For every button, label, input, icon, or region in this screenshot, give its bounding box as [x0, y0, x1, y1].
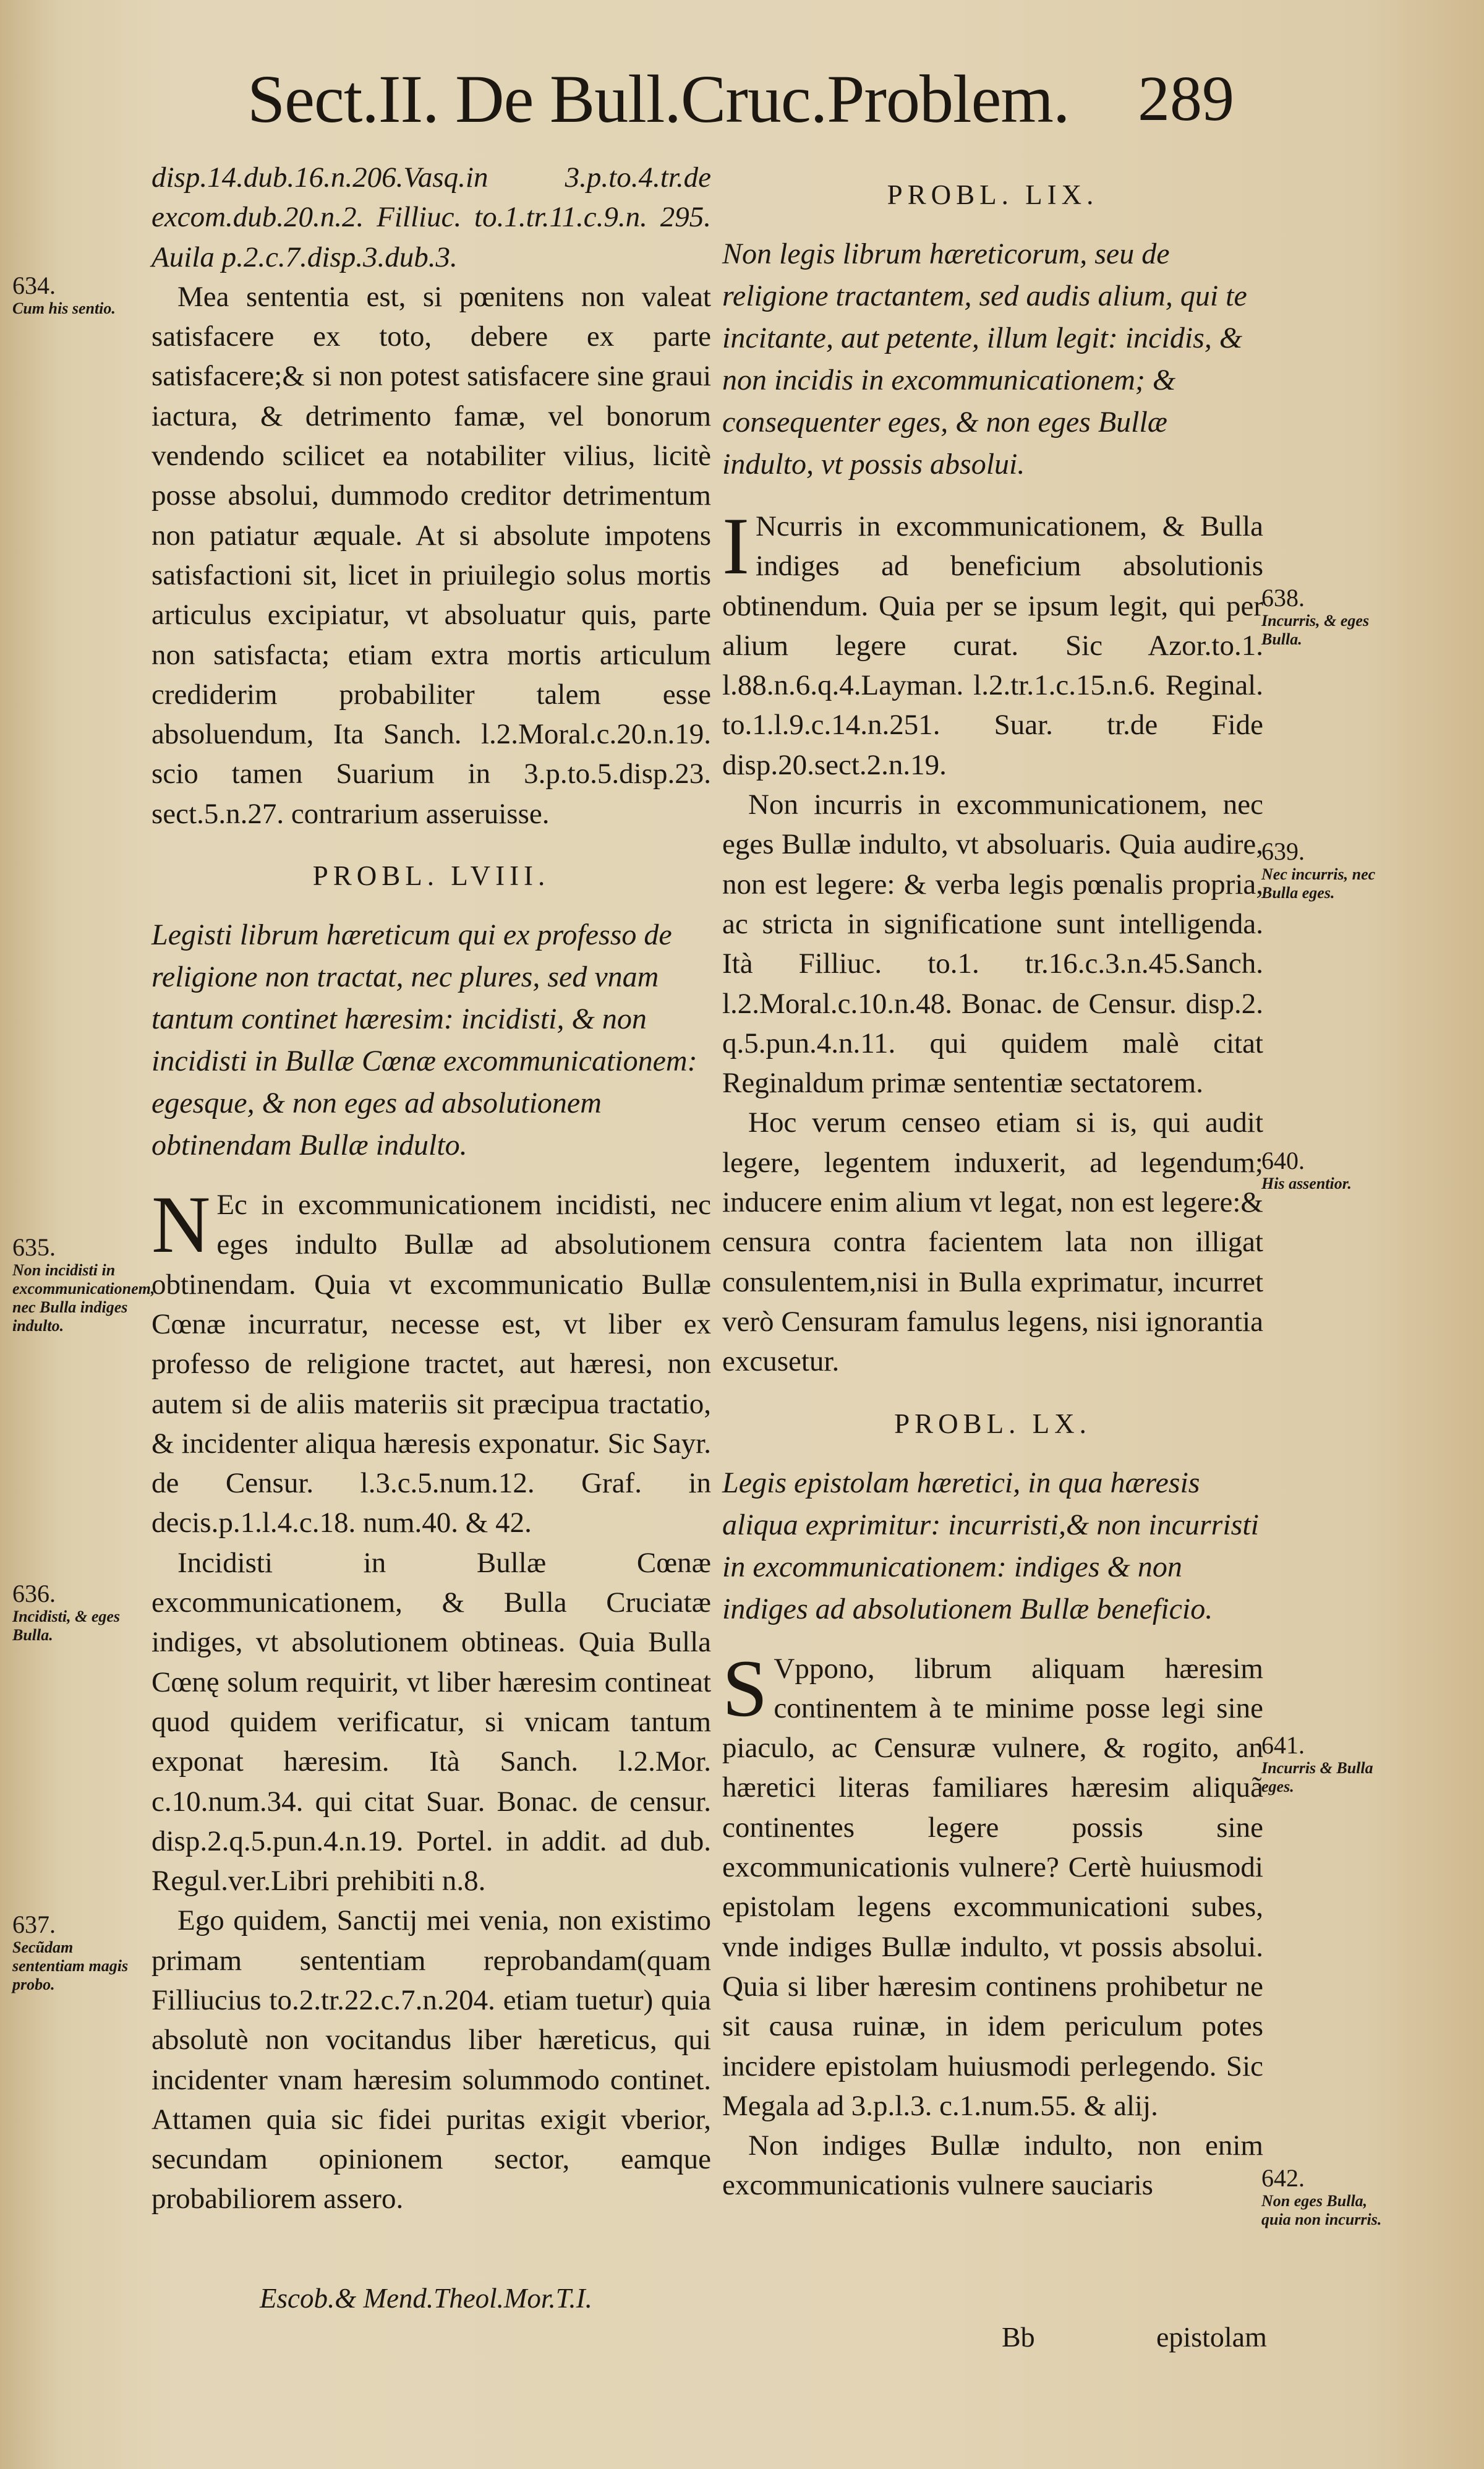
paragraph-641-block	[722, 1642, 1263, 2126]
running-signature: Escob.& Mend.Theol.Mor.T.I.	[260, 2283, 592, 2314]
margin-text: Non incidisti in excommunicationem, nec Bulla indiges indulto.	[12, 1261, 155, 1335]
paragraph-639: Non incurris in excommunicationem, nec eges Bullæ indulto, vt absoluaris. Quia audire, non est legere: & verba legis pœnalis propria, ac stricta in significatione sunt intelligenda. Ità Filliuc. to.1. tr.16.c.3.n.45.Sanch. l.2.Moral.c.10.n.48. Bonac. de Censur. disp.2. q.5.pun.4.n.11. qui quidem malè citat Reginaldum primæ sententiæ sectatorem.	[722, 789, 1263, 1100]
page-number: 289	[1138, 63, 1234, 134]
margin-number: 637.	[12, 1911, 56, 1938]
margin-text: Incurris & Bulla eges.	[1261, 1759, 1373, 1795]
margin-note-641	[1261, 1732, 1385, 1796]
problem-59-statement: Non legis librum hæreticorum, seu de religione tractantem, sed audis alium, qui te incitante, aut petente, illum legit: incidis, & non incidis in excommunicationem; & consequenter eges, & non eges Bullæ indulto, vt possis absolui.	[722, 237, 1247, 481]
problem-59-title: PROBL. LIX.	[887, 179, 1099, 210]
margin-number: 642.	[1261, 2164, 1305, 2192]
margin-number: 639.	[1261, 837, 1305, 865]
margin-text: Nec incurris, nec Bulla eges.	[1261, 865, 1376, 902]
margin-note-636	[12, 1580, 130, 1645]
margin-note-640	[1261, 1147, 1385, 1193]
paragraph-634: Mea sententia est, si pœnitens non valeat satisfacere ex toto, debere ex parte satisfacere;& si non potest satisfacere sine graui iactura, & detrimento famæ, vel bonorum vendendo scilicet ea notabiliter vilius, licitè posse absolui, dummodo creditor detrimentum non patiatur æquale. At si absolute impotens satisfactioni sit, licet in priuilegio solus mortis articulus excipiatur, vt absoluatur quis, parte non satisfacta; etiam extra mortis articulum crediderim probabiliter talem esse absoluendum, Ita Sanch. l.2.Moral.c.20.n.19. scio tamen Suarium in 3.p.to.5.disp.23. sect.5.n.27. contrarium asseruisse.	[151, 280, 711, 830]
drop-cap-641: S	[722, 1642, 768, 1734]
signature-mark: Bb	[1002, 2321, 1035, 2353]
problem-58-statement: Legisti librum hæreticum qui ex professo de religione non tractat, nec plures, sed vnam tantum continet hæresim: incidisti, & non incidisti in Bullæ Cœnæ excommunicationem: egesque, & non eges ad absolutionem obtinendam Bullæ indulto.	[151, 918, 697, 1162]
running-title: Sect.II. De Bull.Cruc.Problem.	[247, 61, 1070, 137]
drop-cap-635: N	[151, 1179, 211, 1270]
paragraph-638-block	[722, 500, 1263, 785]
margin-note-642	[1261, 2165, 1385, 2229]
right-column	[722, 158, 1263, 2206]
paragraph-636: Incidisti in Bullæ Cœnæ excommunicationem, & Bulla Cruciatæ indiges, vt absolutionem obtineas. Quia Bulla Cœnę solum requirit, vt liber hæresim contineat quod quidem verificatur, si vnicam tantum exponat hæresim. Ità Sanch. l.2.Mor. c.10.num.34. qui citat Suar. Bonac. de censur. disp.2.q.5.pun.4.n.19. Portel. in addit. ad dub. Regul.ver.Libri prehibiti n.8.	[151, 1546, 711, 1898]
paragraph-640: Hoc verum censeo etiam si is, qui audit legere, legentem induxerit, ad legendum; inducere enim alium vt legat, non est legere:& censura contra facientem lata non illigat consulentem,nisi in Bulla exprimatur, incurret verò Censuram famulus legens, nisi ignorantia excusetur.	[722, 1106, 1263, 1378]
paragraph-642: Non indiges Bullæ indulto, non enim excommunicationis vulnere sauciaris	[722, 2129, 1263, 2202]
margin-text: Non eges Bulla, quia non incurris.	[1261, 2192, 1382, 2228]
margin-text: Secũdam sententiam magis probo.	[12, 1938, 129, 1993]
margin-number: 635.	[12, 1233, 56, 1261]
left-column	[151, 158, 711, 2219]
margin-text: His assentior.	[1261, 1175, 1352, 1192]
drop-cap-638: I	[722, 500, 749, 591]
margin-note-638	[1261, 584, 1385, 649]
opening-references: disp.14.dub.16.n.206.Vasq.in 3.p.to.4.tr.de excom.dub.20.n.2. Filliuc. to.1.tr.11.c.9.n. 295. Auila p.2.c.7.disp.3.dub.3.	[151, 161, 711, 273]
margin-text: Incidisti, & eges Bulla.	[12, 1607, 121, 1644]
margin-note-634	[12, 272, 130, 318]
margin-note-639	[1261, 838, 1385, 902]
margin-number: 641.	[1261, 1731, 1305, 1759]
paragraph-641: Vppono, librum aliquam hæresim continentem à te minime posse legi sine piaculo, ac Censuræ vulnere, & rogito, an hæretici literas familiares hæresim aliquã continentes legere possis sine excommunicationis vulnere? Certè huiusmodi epistolam legens excommunicationi subes, vnde indiges Bullæ indulto, vt possis absolui. Quia si liber hæresim continens prohibetur ne sit causa ruinæ, in idem periculum potes incidere epistolam huiusmodi perlegendo. Sic Megala ad 3.p.l.3. c.1.num.55. & alij.	[722, 1652, 1263, 2122]
margin-number: 636.	[12, 1580, 56, 1607]
margin-note-637	[12, 1911, 130, 1994]
margin-text: Incurris, & eges Bulla.	[1261, 612, 1370, 648]
paragraph-635-block	[151, 1179, 711, 1543]
margin-number: 640.	[1261, 1147, 1305, 1175]
paragraph-635: Ec in excommunicationem incidisti, nec eges indulto Bullæ ad absolutionem obtinendam. Quia vt excommunicatio Bullæ Cœnæ incurratur, necesse est, vt liber ex professo de religione tractet, aut hæresi, non autem si de aliis materiis sit præcipua tractatio, & incidenter aliqua hæresis exponatur. Sic Sayr. de Censur. l.3.c.5.num.12. Graf. in decis.p.1.l.4.c.18. num.40. & 42.	[151, 1189, 711, 1539]
page-header	[247, 62, 1268, 136]
margin-note-635	[12, 1233, 155, 1335]
margin-number: 638.	[1261, 584, 1305, 612]
paragraph-637: Ego quidem, Sanctij mei venia, non existimo primam sententiam reprobandam(quam Filliucius to.2.tr.22.c.7.n.204. etiam tuetur) quia absolutè non vocitandus liber hæreticus, qui incidenter vnam hæresim solummodo continet. Attamen quia sic fidei puritas exigit vberior, secundam opinionem sector, eamque probabiliorem assero.	[151, 1904, 711, 2215]
margin-text: Cum his sentio.	[12, 299, 116, 317]
problem-60-title: PROBL. LX.	[894, 1408, 1091, 1439]
catchword: epistolam	[1156, 2321, 1267, 2353]
problem-58-title: PROBL. LVIII.	[312, 860, 550, 892]
problem-60-statement: Legis epistolam hæretici, in qua hæresis aliqua exprimitur: incurristi,& non incurristi in excommunicationem: indiges & non indiges ad absolutionem Bullæ beneficio.	[722, 1466, 1260, 1625]
paragraph-638: Ncurris in excommunicationem, & Bulla indiges ad beneficium absolutionis obtinendum. Quia per se ipsum legit, qui per alium legere curat. Sic Azor.to.1. l.88.n.6.q.4.Layman. l.2.tr.1.c.15.n.6. Reginal. to.1.l.9.c.14.n.251. Suar. tr.de Fide disp.20.sect.2.n.19.	[722, 510, 1263, 781]
margin-number: 634.	[12, 272, 56, 299]
